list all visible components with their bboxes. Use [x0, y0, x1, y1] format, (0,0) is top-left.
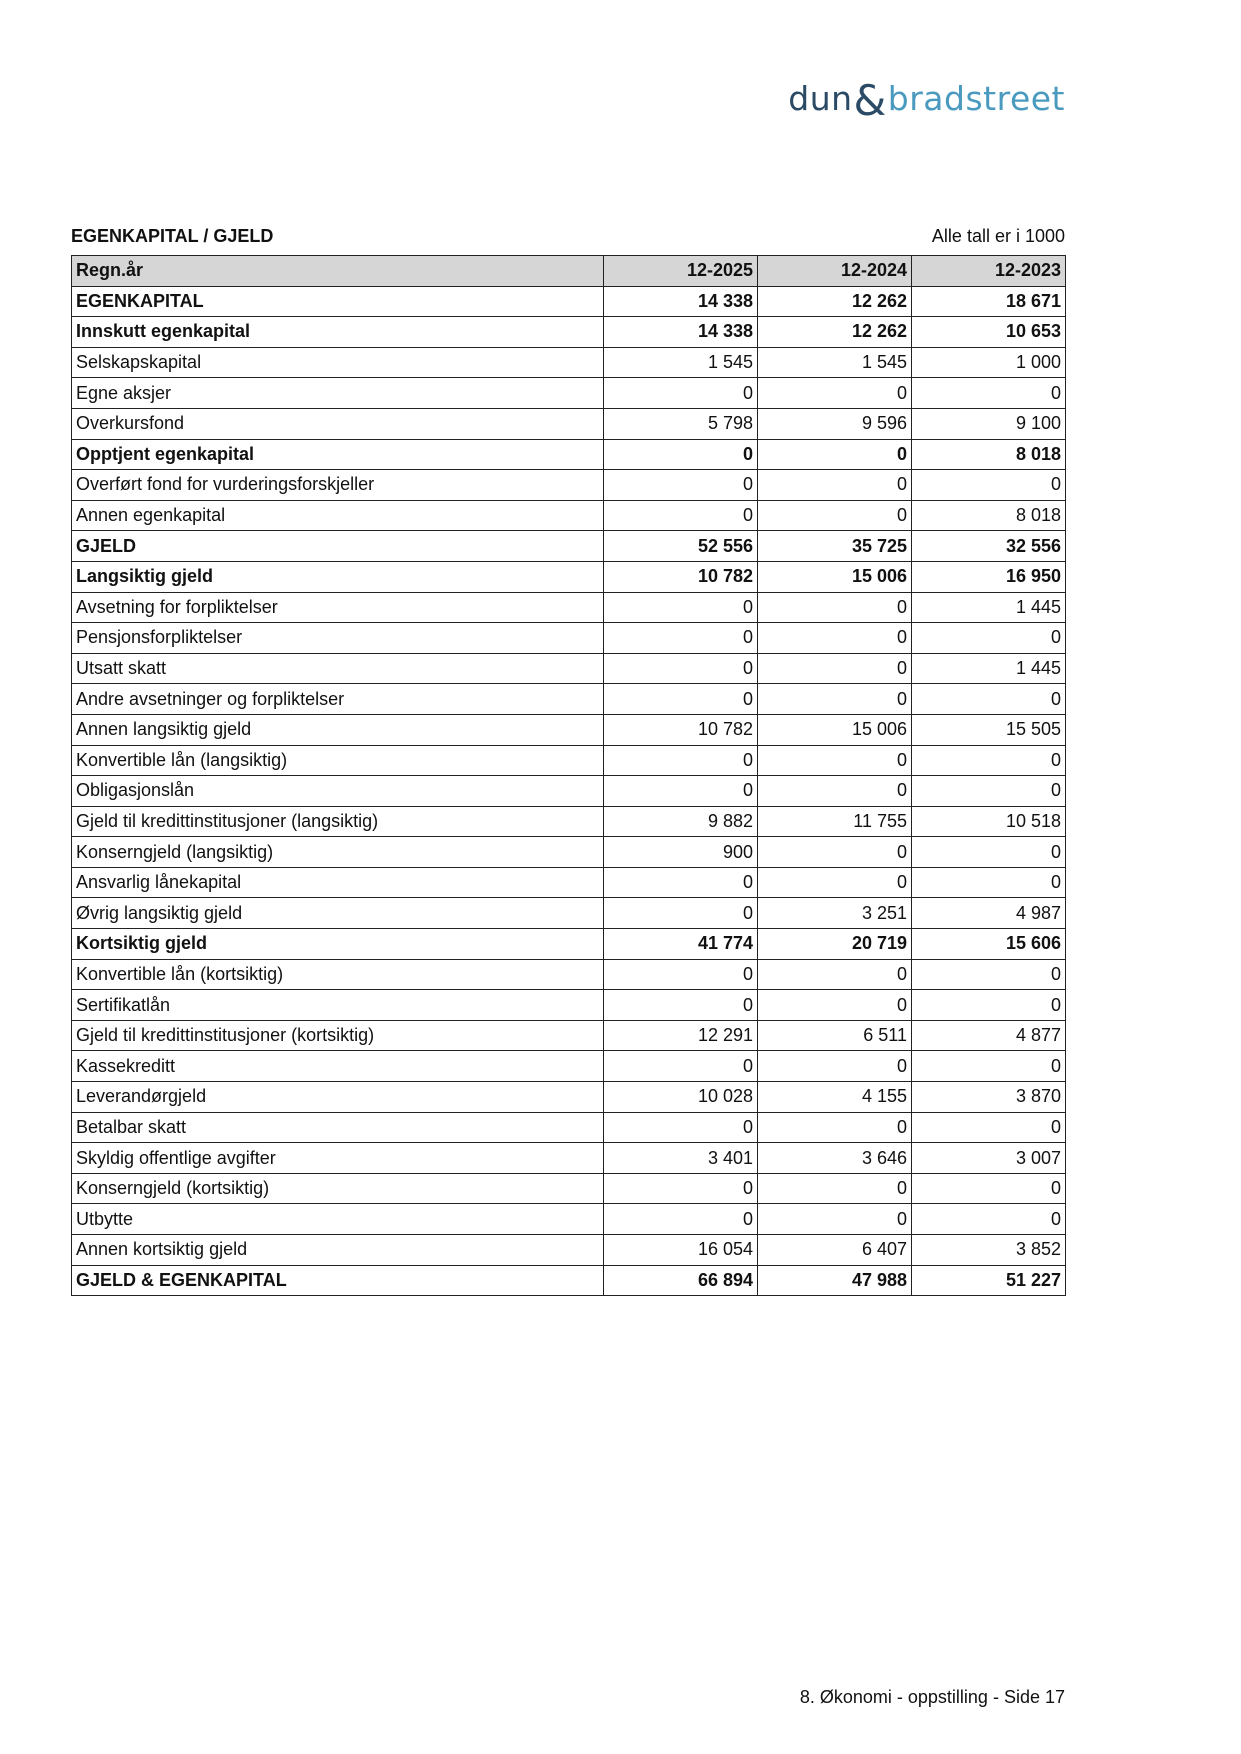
row-value: 0	[912, 378, 1066, 409]
company-logo	[788, 76, 1065, 125]
row-value: 4 877	[912, 1020, 1066, 1051]
row-label: Gjeld til kredittinstitusjoner (kortsiktig)	[72, 1020, 604, 1051]
row-value: 1 545	[604, 347, 758, 378]
row-value: 0	[604, 470, 758, 501]
row-value: 0	[758, 470, 912, 501]
row-label: GJELD & EGENKAPITAL	[72, 1265, 604, 1296]
row-value: 10 653	[912, 317, 1066, 348]
logo-text-bradstreet: bradstreet	[887, 79, 1065, 118]
row-value: 0	[758, 378, 912, 409]
row-value: 0	[604, 1051, 758, 1082]
row-value: 0	[912, 959, 1066, 990]
table-row	[72, 378, 1066, 409]
table-row	[72, 317, 1066, 348]
table-row	[72, 929, 1066, 960]
row-value: 10 782	[604, 714, 758, 745]
row-value: 0	[912, 470, 1066, 501]
row-value: 1 445	[912, 653, 1066, 684]
row-value: 14 338	[604, 317, 758, 348]
table-row	[72, 1112, 1066, 1143]
row-value: 12 262	[758, 286, 912, 317]
row-label: Andre avsetninger og forpliktelser	[72, 684, 604, 715]
row-value: 0	[604, 959, 758, 990]
row-value: 10 028	[604, 1082, 758, 1113]
row-label: Øvrig langsiktig gjeld	[72, 898, 604, 929]
row-value: 0	[912, 990, 1066, 1021]
row-value: 0	[604, 745, 758, 776]
row-value: 15 606	[912, 929, 1066, 960]
table-row	[72, 1082, 1066, 1113]
row-value: 32 556	[912, 531, 1066, 562]
row-value: 0	[604, 500, 758, 531]
row-label: Sertifikatlån	[72, 990, 604, 1021]
table-row	[72, 1265, 1066, 1296]
row-label: Konserngjeld (langsiktig)	[72, 837, 604, 868]
table-row	[72, 439, 1066, 470]
table-row	[72, 714, 1066, 745]
row-label: Langsiktig gjeld	[72, 561, 604, 592]
row-value: 12 291	[604, 1020, 758, 1051]
row-value: 11 755	[758, 806, 912, 837]
table-row	[72, 837, 1066, 868]
row-label: Selskapskapital	[72, 347, 604, 378]
row-value: 16 054	[604, 1235, 758, 1266]
row-value: 0	[912, 1112, 1066, 1143]
row-label: Konvertible lån (kortsiktig)	[72, 959, 604, 990]
table-row	[72, 623, 1066, 654]
row-value: 20 719	[758, 929, 912, 960]
table-row	[72, 1173, 1066, 1204]
table-body	[72, 286, 1066, 1296]
table-row	[72, 653, 1066, 684]
table-row	[72, 286, 1066, 317]
units-note: Alle tall er i 1000	[931, 226, 1065, 246]
row-label: Ansvarlig lånekapital	[72, 867, 604, 898]
row-value: 15 006	[758, 561, 912, 592]
table-row	[72, 500, 1066, 531]
row-value: 0	[912, 1204, 1066, 1235]
row-label: GJELD	[72, 531, 604, 562]
table-row	[72, 347, 1066, 378]
row-value: 1 445	[912, 592, 1066, 623]
row-value: 6 511	[758, 1020, 912, 1051]
row-value: 66 894	[604, 1265, 758, 1296]
row-value: 52 556	[604, 531, 758, 562]
row-value: 8 018	[912, 439, 1066, 470]
row-value: 3 007	[912, 1143, 1066, 1174]
row-value: 0	[604, 990, 758, 1021]
table-row	[72, 990, 1066, 1021]
row-value: 15 505	[912, 714, 1066, 745]
row-value: 1 000	[912, 347, 1066, 378]
table-row	[72, 1204, 1066, 1235]
row-value: 9 100	[912, 408, 1066, 439]
row-value: 0	[604, 867, 758, 898]
row-label: Utbytte	[72, 1204, 604, 1235]
row-label: Egne aksjer	[72, 378, 604, 409]
row-value: 0	[604, 1112, 758, 1143]
row-value: 0	[604, 776, 758, 807]
row-label: Overført fond for vurderingsforskjeller	[72, 470, 604, 501]
table-row	[72, 867, 1066, 898]
row-value: 4 987	[912, 898, 1066, 929]
row-value: 16 950	[912, 561, 1066, 592]
row-value: 41 774	[604, 929, 758, 960]
row-value: 47 988	[758, 1265, 912, 1296]
row-value: 0	[912, 623, 1066, 654]
row-value: 0	[758, 1112, 912, 1143]
row-label: Annen egenkapital	[72, 500, 604, 531]
row-value: 0	[912, 745, 1066, 776]
row-label: Pensjonsforpliktelser	[72, 623, 604, 654]
row-value: 14 338	[604, 286, 758, 317]
row-label: Kassekreditt	[72, 1051, 604, 1082]
row-value: 18 671	[912, 286, 1066, 317]
row-value: 0	[758, 867, 912, 898]
row-label: Betalbar skatt	[72, 1112, 604, 1143]
row-label: Overkursfond	[72, 408, 604, 439]
row-value: 0	[758, 500, 912, 531]
row-value: 51 227	[912, 1265, 1066, 1296]
column-header-2024: 12-2024	[758, 256, 912, 287]
row-value: 0	[604, 439, 758, 470]
row-value: 0	[604, 592, 758, 623]
row-value: 900	[604, 837, 758, 868]
row-value: 0	[604, 653, 758, 684]
page-footer: 8. Økonomi - oppstilling - Side 17	[799, 1687, 1065, 1707]
row-label: Innskutt egenkapital	[72, 317, 604, 348]
row-value: 0	[604, 898, 758, 929]
table-row	[72, 898, 1066, 929]
row-value: 8 018	[912, 500, 1066, 531]
row-value: 4 155	[758, 1082, 912, 1113]
table-row	[72, 959, 1066, 990]
row-label: Konserngjeld (kortsiktig)	[72, 1173, 604, 1204]
table-row	[72, 776, 1066, 807]
row-value: 1 545	[758, 347, 912, 378]
row-label: Utsatt skatt	[72, 653, 604, 684]
table-row	[72, 531, 1066, 562]
table-row	[72, 408, 1066, 439]
row-value: 0	[758, 439, 912, 470]
row-value: 0	[912, 867, 1066, 898]
table-row	[72, 470, 1066, 501]
row-label: Konvertible lån (langsiktig)	[72, 745, 604, 776]
row-value: 0	[912, 1051, 1066, 1082]
column-header-2023: 12-2023	[912, 256, 1066, 287]
row-value: 0	[758, 1173, 912, 1204]
row-value: 0	[758, 959, 912, 990]
table-row	[72, 561, 1066, 592]
row-value: 5 798	[604, 408, 758, 439]
row-label: Annen kortsiktig gjeld	[72, 1235, 604, 1266]
row-value: 6 407	[758, 1235, 912, 1266]
row-value: 35 725	[758, 531, 912, 562]
column-header-2025: 12-2025	[604, 256, 758, 287]
row-value: 9 882	[604, 806, 758, 837]
row-label: EGENKAPITAL	[72, 286, 604, 317]
row-label: Skyldig offentlige avgifter	[72, 1143, 604, 1174]
row-value: 3 646	[758, 1143, 912, 1174]
row-value: 0	[758, 684, 912, 715]
row-value: 10 518	[912, 806, 1066, 837]
section-header	[71, 226, 1065, 247]
row-label: Opptjent egenkapital	[72, 439, 604, 470]
row-value: 12 262	[758, 317, 912, 348]
row-value: 0	[912, 684, 1066, 715]
table-row	[72, 684, 1066, 715]
table-row	[72, 592, 1066, 623]
row-value: 0	[912, 776, 1066, 807]
row-value: 3 251	[758, 898, 912, 929]
row-value: 0	[604, 1204, 758, 1235]
row-value: 0	[604, 1173, 758, 1204]
row-value: 3 852	[912, 1235, 1066, 1266]
row-value: 0	[758, 990, 912, 1021]
row-label: Annen langsiktig gjeld	[72, 714, 604, 745]
row-value: 0	[912, 837, 1066, 868]
table-row	[72, 1143, 1066, 1174]
row-value: 0	[758, 653, 912, 684]
row-value: 0	[758, 623, 912, 654]
row-value: 0	[758, 776, 912, 807]
row-value: 0	[758, 1051, 912, 1082]
row-value: 15 006	[758, 714, 912, 745]
row-value: 0	[912, 1173, 1066, 1204]
equity-liabilities-table	[71, 255, 1066, 1296]
row-value: 0	[604, 378, 758, 409]
table-row	[72, 1051, 1066, 1082]
table-row	[72, 745, 1066, 776]
row-label: Obligasjonslån	[72, 776, 604, 807]
row-value: 0	[758, 837, 912, 868]
section-title: EGENKAPITAL / GJELD	[71, 226, 274, 246]
logo-text-dun: dun	[788, 79, 853, 118]
row-value: 0	[758, 592, 912, 623]
row-value: 0	[604, 623, 758, 654]
row-label: Kortsiktig gjeld	[72, 929, 604, 960]
row-value: 0	[758, 745, 912, 776]
table-row	[72, 1235, 1066, 1266]
column-header-year: Regn.år	[72, 256, 604, 287]
logo-ampersand: &	[853, 76, 887, 125]
row-value: 3 870	[912, 1082, 1066, 1113]
table-header-row	[72, 256, 1066, 287]
row-label: Gjeld til kredittinstitusjoner (langsiktig)	[72, 806, 604, 837]
table-row	[72, 1020, 1066, 1051]
row-label: Avsetning for forpliktelser	[72, 592, 604, 623]
row-value: 3 401	[604, 1143, 758, 1174]
table-row	[72, 806, 1066, 837]
row-value: 9 596	[758, 408, 912, 439]
row-value: 0	[604, 684, 758, 715]
row-label: Leverandørgjeld	[72, 1082, 604, 1113]
row-value: 10 782	[604, 561, 758, 592]
row-value: 0	[758, 1204, 912, 1235]
